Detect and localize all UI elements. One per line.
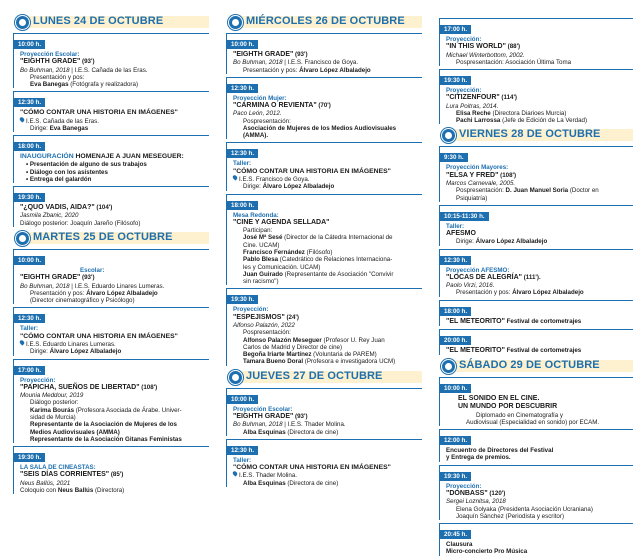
time-badge: 10:15-11:30 h. xyxy=(440,212,489,221)
time-badge: 10:00 h. xyxy=(14,40,45,49)
event-block: 12:30 h. Taller: "CÓMO CONTAR UNA HISTORIA EN IMÁGENES" I.E.S. Thader Molina. Alba Esquinas (Directora de cine) xyxy=(226,439,422,487)
time-badge: 19:30 h. xyxy=(440,472,471,481)
time-badge: 10:00 h. xyxy=(227,395,258,404)
time-badge: 19:30 h. xyxy=(14,453,45,462)
time-badge: 18:00 h. xyxy=(440,307,471,316)
event-block: 12:30 h. Proyección Mujer: "CARMINA O REVIENTA" (70') Paco León, 2012. Pospresentación: Asociación de Mujeres de los Medios Audiovisuales (AMMA). xyxy=(226,77,422,140)
film-reel-icon xyxy=(441,128,456,143)
day-header-viernes: VIERNES 28 DE OCTUBRE xyxy=(439,127,633,143)
time-badge: 17:00 h. xyxy=(440,25,471,34)
day-header-martes: MARTES 25 DE OCTUBRE xyxy=(13,230,209,246)
time-badge: 10:00 h. xyxy=(227,40,258,49)
time-badge: 19:30 h. xyxy=(440,76,471,85)
time-badge: 10:00 h. xyxy=(440,384,471,393)
event-block: 20:00 h. "EL METEORITO" Festival de cortometrajes xyxy=(439,329,633,355)
event-block: 12:30 h. Proyección AFESMO: "LOCAS DE ALEGRÍA" (111'). Paolo Virzi, 2016. Presentación y pos: Álvaro López Albaladejo xyxy=(439,249,633,297)
time-badge: 10:00 h. xyxy=(14,256,45,265)
column-2 xyxy=(226,14,422,490)
event-block: 18:00 h. Mesa Redonda: "CINE Y AGENDA SELLADA" Participan: José Mª Sesé (Director de la Cátedra Internacional de Cine. UCAM) Francisco Fernández (Filósofo) Pablo Blesa (Catedrático de Relaciones Internaciona- les y Comunicación. UCAM) Juan Guirado (Representante de Asociación "Convivir sin racismo") xyxy=(226,194,422,286)
event-block: 17:00 h. Proyección: "PAPICHA, SUEÑOS DE LIBERTAD" (108') Mounia Meddour, 2019 Diálogo posterior: Karima Bourás (Profesora Asociada de Árabe. Univer- sidad de Murcia) Representante de la Asociación de Mujeres de los Medios Audiovisuales (AMMA) Representante de la Asociación Gitanas Feministas xyxy=(13,359,209,444)
film-reel-icon xyxy=(15,231,30,246)
film-reel-icon xyxy=(441,359,456,374)
event-block: 19:30 h. "¿QUO VADIS, AIDA?" (104') Jasmila Zbanic, 2020 Diálogo posterior: Joaquín Jareño (Filósofo) xyxy=(13,186,209,227)
time-badge: 12:00 h. xyxy=(440,436,471,445)
event-block: 10:00 h. "EIGHTH GRADE" (93') Bo Buhman, 2018 | I.E.S. Francisco de Goya. Presentación y pos: Álvaro López Albaladejo xyxy=(226,33,422,74)
event-block: 10:00 h. Proyección Escolar: "EIGHTH GRADE" (93') Bo Buhman, 2018 | I.E.S. Thader Molina. Alba Esquinas (Directora de cine) xyxy=(226,388,422,436)
location-pin-icon xyxy=(232,471,238,477)
time-badge: 12:30 h. xyxy=(14,314,45,323)
time-badge: 19:30 h. xyxy=(227,295,258,304)
event-block: 19:30 h. Proyección: "CITIZENFOUR" (114') Lura Poitras, 2014. Elisa Reche (Directora Diarioes Murcia) Pachi Larrossa (Jefe de Edición de La Verdad) xyxy=(439,69,633,124)
event-block: 18:00 h. INAUGURACIÓN HOMENAJE A JUAN MESEGUER: • Presentación de alguno de sus trabajos • Diálogo con los asistentes • Entrega del galardón xyxy=(13,135,209,183)
day-header-jueves: JUEVES 27 DE OCTUBRE xyxy=(226,369,422,385)
location-pin-icon xyxy=(19,339,25,345)
event-block: 19:30 h. Proyección: "ESPEJISMOS" (24') Alfonso Palazón, 2022 Pospresentación: Alfonso Palazón Meseguer (Profesor U. Rey Juan Carlos de Madrid y Director de cine) Begoña Iriarte Martínez (Voluntaria de PAREM) Tamara Bueno Doral (Profesora e investigadora UCM) xyxy=(226,288,422,365)
day-header-miercoles: MIÉRCOLES 26 DE OCTUBRE xyxy=(226,14,422,30)
time-badge: 18:00 h. xyxy=(227,201,258,210)
event-block: 17:00 h. Proyección: "IN THIS WORLD" (88') Michael Winterbottom, 2002. Pospresentación: Asociación Última Toma xyxy=(439,18,633,66)
time-badge: 12:30 h. xyxy=(440,256,471,265)
event-block: 10:00 h. Proyección Escolar: "EIGHTH GRADE" (93') Bo Buhman, 2018 | I.E.S. Cañada de las Eras. Presentación y pos: Eva Banegas (Fotógrafa y realizadora) xyxy=(13,33,209,88)
event-block: 12:30 h. Taller: "CÓMO CONTAR UNA HISTORIA EN IMÁGENES" I.E.S. Eduardo Linares Lumeras. Dirige: Álvaro López Albaladejo xyxy=(13,307,209,355)
time-badge: 18:00 h. xyxy=(14,142,45,151)
event-block: 12:00 h. Encuentro de Directores del Festival y Entrega de premios. xyxy=(439,429,633,462)
event-block: 10:00 h. EL SONIDO EN EL CINE. UN MUNDO POR DESCUBRIR Diplomado en Cinematografía y Audiovisual (Especialidad en sonido) por ECAM. xyxy=(439,377,633,426)
time-badge: 9:30 h. xyxy=(440,153,468,162)
event-block: 19:30 h. LA SALA DE CINEASTAS: "SEIS DÍAS CORRIENTES" (85') Neus Ballús, 2021 Coloquio con Neus Ballús (Directora) xyxy=(13,446,209,494)
time-badge: 12:30 h. xyxy=(14,98,45,107)
time-badge: 20:00 h. xyxy=(440,336,471,345)
event-block: 18:00 h. "EL METEORITO" Festival de cortometrajes xyxy=(439,300,633,326)
time-badge: 17:00 h. xyxy=(14,366,45,375)
event-block: 19:30 h. Proyección: "DONBASS" (120') Sergei Loznitsa, 2018 Elena Golyaka (Presidenta Asociación Ucraniana) Joaquín Sánchez (Periodista y escritor) xyxy=(439,465,633,520)
time-badge: 12:30 h. xyxy=(227,84,258,93)
time-badge: 12:30 h. xyxy=(227,149,258,158)
event-block: 9:30 h. Proyección Mayores: "ELSA Y FRED" (108') Marcos Carnevale, 2005. Pospresentación: D. Juan Manuel Soria (Doctor en Psiquiatría) xyxy=(439,146,633,201)
location-pin-icon xyxy=(232,174,238,180)
film-reel-icon xyxy=(228,15,243,30)
event-block: 12:30 h. "CÓMO CONTAR UNA HISTORIA EN IMÁGENES" I.E.S. Cañada de las Eras. Dirige: Eva Banegas xyxy=(13,91,209,132)
event-block: 20:45 h. Clausura Micro-concierto Pro Música xyxy=(439,523,633,556)
film-reel-icon xyxy=(228,370,243,385)
time-badge: 12:30 h. xyxy=(227,446,258,455)
time-badge: 20:45 h. xyxy=(440,530,471,539)
column-3 xyxy=(439,18,633,559)
time-badge: 19:30 h. xyxy=(14,193,45,202)
column-1 xyxy=(13,14,209,497)
event-block: 10:00 h. Escolar: "EIGHTH GRADE" (93') Bo Buhman, 2018 | I.E.S. Eduardo Linares Lumeras. Presentación y pos: Álvaro López Albaladejo (Director cinematográfico y Psicólogo) xyxy=(13,249,209,304)
event-block: 12:30 h. Taller: "CÓMO CONTAR UNA HISTORIA EN IMÁGENES" I.E.S. Francisco de Goya. Dirige: Álvaro López Albaladejo xyxy=(226,142,422,190)
event-block: 10:15-11:30 h. Taller: AFESMO Dirige: Álvaro López Albaladejo xyxy=(439,205,633,246)
day-header-sabado: SÁBADO 29 DE OCTUBRE xyxy=(439,358,633,374)
day-header-lunes: LUNES 24 DE OCTUBRE xyxy=(13,14,209,30)
film-reel-icon xyxy=(15,15,30,30)
